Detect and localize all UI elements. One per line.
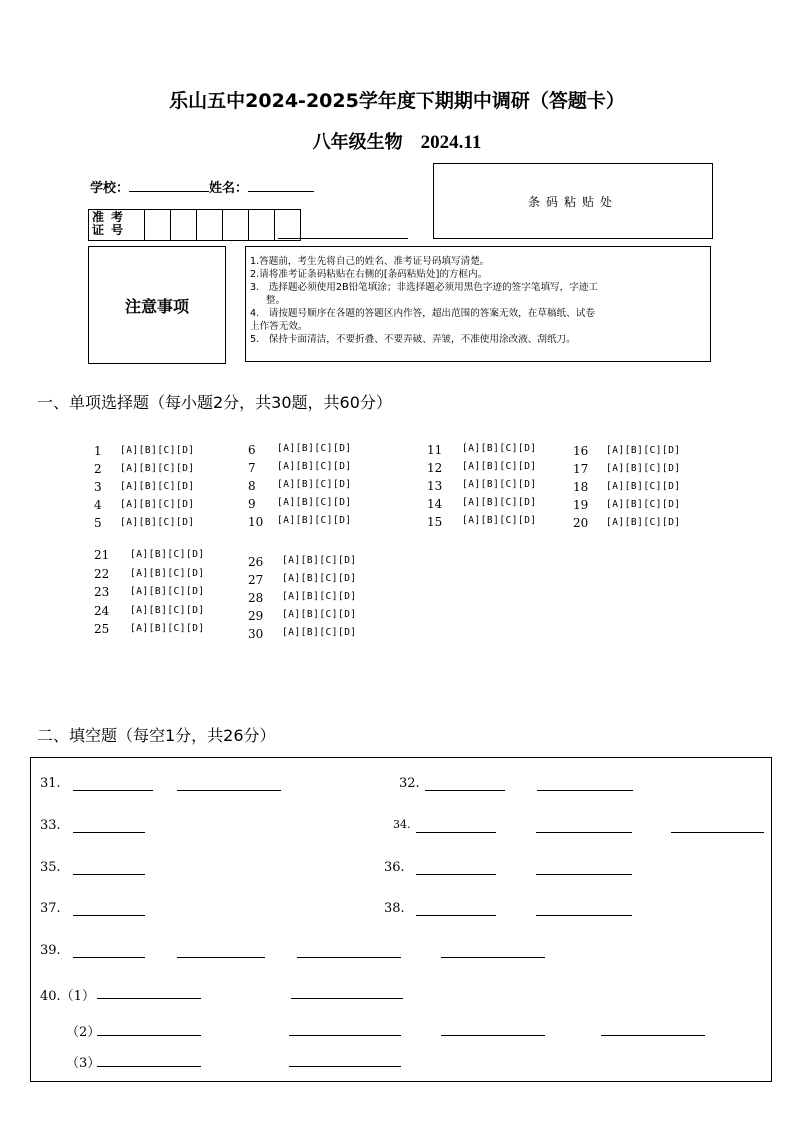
- answer-blank[interactable]: [536, 832, 632, 833]
- section-fill-title: 二、填空题（每空1分，共26分）: [37, 726, 276, 745]
- fill-label: 33.: [40, 818, 61, 833]
- answer-options[interactable]: [A][B][C][D]: [277, 461, 352, 472]
- fill-label: 32.: [399, 776, 420, 791]
- name-label: 姓名：: [209, 181, 249, 196]
- admission-id-table[interactable]: [88, 209, 301, 241]
- answer-options[interactable]: [A][B][C][D]: [462, 461, 537, 472]
- answer-blank[interactable]: [97, 998, 201, 999]
- answer-options[interactable]: [A][B][C][D]: [277, 443, 352, 454]
- answer-options[interactable]: [A][B][C][D]: [130, 623, 205, 634]
- school-name-row: [90, 177, 314, 196]
- answer-options[interactable]: [A][B][C][D]: [120, 445, 195, 456]
- notice-box: [245, 246, 711, 362]
- school-field[interactable]: [129, 179, 209, 192]
- answer-options[interactable]: [A][B][C][D]: [282, 591, 357, 602]
- fill-label: 35.: [40, 860, 61, 875]
- question-number: 17: [573, 462, 589, 476]
- answer-options[interactable]: [A][B][C][D]: [606, 445, 681, 456]
- question-number: 30: [248, 627, 264, 641]
- section-choice-title: 一、单项选择题（每小题2分，共30题，共60分）: [37, 393, 392, 412]
- name-field[interactable]: [248, 179, 314, 192]
- id-cell[interactable]: [145, 210, 171, 240]
- notice-title: 注意事项: [88, 246, 226, 364]
- id-cell[interactable]: [249, 210, 275, 240]
- answer-blank[interactable]: [671, 832, 764, 833]
- answer-options[interactable]: [A][B][C][D]: [282, 627, 357, 638]
- id-cell[interactable]: [197, 210, 223, 240]
- answer-blank[interactable]: [97, 1035, 201, 1036]
- answer-options[interactable]: [A][B][C][D]: [462, 497, 537, 508]
- subject: 八年级生物: [312, 132, 403, 153]
- answer-blank[interactable]: [289, 1066, 401, 1067]
- question-number: 11: [427, 443, 443, 457]
- fill-label: 39.: [40, 943, 61, 958]
- answer-blank[interactable]: [536, 915, 632, 916]
- answer-options[interactable]: [A][B][C][D]: [277, 515, 352, 526]
- id-cell[interactable]: [223, 210, 249, 240]
- question-number: 16: [573, 444, 589, 458]
- fill-label: 38.: [384, 901, 405, 916]
- question-number: 13: [427, 479, 443, 493]
- id-cell[interactable]: [171, 210, 197, 240]
- question-number: 19: [573, 498, 589, 512]
- answer-blank[interactable]: [441, 957, 545, 958]
- fill-blank-box: [30, 757, 772, 1082]
- notice-item: 4. 请按题号顺序在各题的答题区内作答，超出范围的答案无效，在草稿纸、试卷: [250, 308, 595, 319]
- question-number: 25: [94, 622, 110, 636]
- answer-options[interactable]: [A][B][C][D]: [277, 497, 352, 508]
- answer-options[interactable]: [A][B][C][D]: [120, 481, 195, 492]
- answer-options[interactable]: [A][B][C][D]: [282, 573, 357, 584]
- answer-options[interactable]: [A][B][C][D]: [462, 479, 537, 490]
- answer-blank[interactable]: [601, 1035, 705, 1036]
- answer-blank[interactable]: [291, 998, 403, 999]
- question-number: 28: [248, 591, 264, 605]
- answer-blank[interactable]: [441, 1035, 545, 1036]
- question-number: 22: [94, 566, 110, 581]
- question-number: 21: [94, 548, 110, 562]
- question-number: 3: [94, 480, 102, 494]
- answer-blank[interactable]: [537, 790, 633, 791]
- question-number: 9: [248, 497, 256, 511]
- fill-label: 34.: [393, 818, 411, 831]
- barcode-area: 条码粘贴处: [433, 163, 713, 239]
- question-number: 2: [94, 462, 102, 476]
- admission-id-label: 准考 证号: [89, 210, 145, 240]
- answer-options[interactable]: [A][B][C][D]: [462, 443, 537, 454]
- notice-item: 上作答无效。: [250, 321, 308, 332]
- answer-blank[interactable]: [416, 915, 496, 916]
- answer-options[interactable]: [A][B][C][D]: [130, 549, 205, 560]
- question-number: 23: [94, 585, 110, 599]
- fill-label: 37.: [40, 901, 61, 916]
- answer-options[interactable]: [A][B][C][D]: [130, 604, 205, 616]
- answer-blank[interactable]: [73, 790, 153, 791]
- fill-label: （3）: [66, 1056, 101, 1071]
- question-number: 14: [427, 497, 443, 511]
- answer-options[interactable]: [A][B][C][D]: [606, 481, 681, 492]
- answer-options[interactable]: [A][B][C][D]: [606, 499, 681, 510]
- fill-label: 36.: [384, 860, 405, 875]
- answer-options[interactable]: [A][B][C][D]: [120, 517, 195, 528]
- answer-options[interactable]: [A][B][C][D]: [277, 479, 352, 490]
- page-subtitle: [0, 128, 794, 154]
- answer-options[interactable]: [A][B][C][D]: [120, 463, 195, 474]
- answer-blank[interactable]: [73, 915, 145, 916]
- answer-blank[interactable]: [425, 790, 505, 791]
- id-cell[interactable]: [275, 210, 301, 240]
- question-number: 24: [94, 603, 110, 618]
- question-number: 5: [94, 516, 102, 530]
- question-number: 8: [248, 479, 256, 493]
- question-number: 20: [573, 516, 589, 530]
- notice-item: 2.请将准考证条码粘贴在右侧的[条码粘贴处]的方框内。: [250, 269, 488, 280]
- fill-label: 40.（1）: [40, 989, 95, 1004]
- answer-blank[interactable]: [289, 1035, 401, 1036]
- question-number: 1: [94, 444, 102, 458]
- answer-blank[interactable]: [177, 957, 265, 958]
- answer-options[interactable]: [A][B][C][D]: [130, 586, 205, 597]
- answer-blank[interactable]: [416, 832, 496, 833]
- answer-options[interactable]: [A][B][C][D]: [462, 515, 537, 526]
- answer-blank[interactable]: [73, 874, 145, 875]
- notice-item: 3. 选择题必须使用2B铅笔填涂；非选择题必须用黑色字迹的签字笔填写，字迹工: [250, 282, 599, 293]
- question-number: 18: [573, 480, 589, 494]
- answer-options[interactable]: [A][B][C][D]: [282, 555, 357, 566]
- school-label: 学校：: [90, 181, 130, 196]
- question-number: 7: [248, 461, 256, 475]
- answer-options[interactable]: [A][B][C][D]: [120, 499, 195, 510]
- question-number: 26: [248, 555, 264, 569]
- page-title: 乐山五中2024-2025学年度下期期中调研（答题卡）: [169, 90, 625, 112]
- exam-date: 2024.11: [420, 132, 482, 153]
- answer-options[interactable]: [A][B][C][D]: [606, 463, 681, 474]
- answer-blank[interactable]: [73, 832, 145, 833]
- notice-item: 整。: [266, 295, 286, 306]
- fill-label: 31.: [40, 776, 61, 791]
- answer-blank[interactable]: [536, 874, 632, 875]
- answer-options[interactable]: [A][B][C][D]: [606, 517, 681, 528]
- answer-options[interactable]: [A][B][C][D]: [282, 609, 357, 620]
- question-number: 4: [94, 498, 102, 512]
- question-number: 27: [248, 573, 264, 587]
- answer-blank[interactable]: [297, 957, 401, 958]
- question-number: 29: [248, 609, 264, 623]
- notice-item: 5. 保持卡面清洁，不要折叠、不要弄破、弄皱，不准使用涂改液、刮纸刀。: [250, 334, 576, 345]
- question-number: 12: [427, 461, 443, 475]
- answer-blank[interactable]: [177, 790, 281, 791]
- question-number: 10: [248, 515, 264, 529]
- question-number: 15: [427, 515, 443, 529]
- answer-blank[interactable]: [73, 957, 145, 958]
- answer-blank[interactable]: [97, 1066, 201, 1067]
- notice-item: 1.答题前，考生先将自己的姓名、准考证号码填写清楚。: [250, 256, 490, 267]
- fill-label: （2）: [66, 1025, 101, 1040]
- id-underline: [278, 238, 408, 239]
- question-number: 6: [248, 443, 256, 457]
- answer-blank[interactable]: [416, 874, 496, 875]
- answer-options[interactable]: [A][B][C][D]: [130, 567, 205, 579]
